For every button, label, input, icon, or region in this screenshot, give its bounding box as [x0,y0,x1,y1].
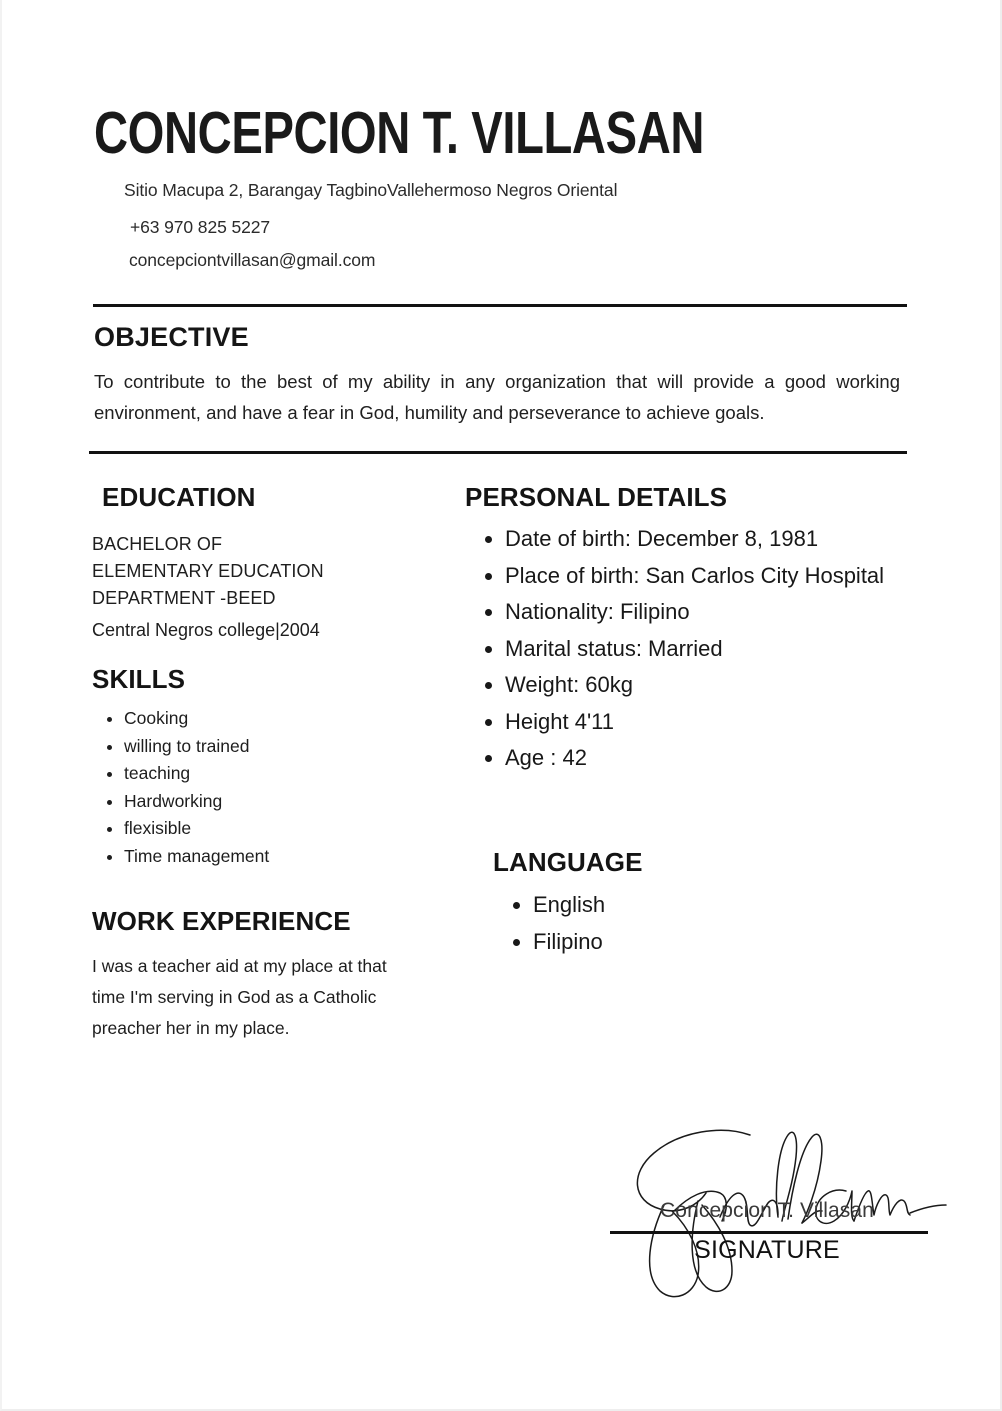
skills-list [92,705,452,870]
list-item: • Marital status: Married [505,631,935,668]
list-item: • willing to trained [124,733,452,761]
signature-line [610,1231,928,1234]
list-item: • Filipino [533,923,935,960]
divider-top [93,304,907,307]
signature-name: Concepcion T. Villasan [660,1199,874,1222]
list-item: • Weight: 60kg [505,667,935,704]
list-item: • Cooking [124,705,452,733]
list-item: • Height 4'11 [505,704,935,741]
work-experience-text: I was a teacher aid at my place at that time I'm serving in God as a Catholic preacher her in my place. [92,956,387,1038]
page-title: CONCEPCION T. VILLASAN [94,100,705,166]
objective-text: To contribute to the best of my ability in any organization that will provide a good working environment, and have a fear in God, humility and perseverance to achieve goals. [94,371,900,423]
education-degree-line1: BACHELOR OF [92,534,223,554]
left-column [92,482,452,1044]
list-item: • flexisible [124,815,452,843]
education-degree-line3: DEPARTMENT -BEED [92,588,276,608]
contact-phone: +63 970 825 5227 [130,217,270,237]
right-column [465,482,935,960]
language-list [465,886,935,960]
section-heading-skills: SKILLS [92,664,186,694]
section-heading-work-experience: WORK EXPERIENCE [92,906,351,936]
list-item: • Hardworking [124,788,452,816]
personal-details-list [465,521,935,777]
section-heading-language: LANGUAGE [493,846,643,877]
education-school: Central Negros college|2004 [92,620,320,640]
list-item: • Nationality: Filipino [505,594,935,631]
contact-email: concepciontvillasan@gmail.com [129,250,376,270]
list-item: • English [533,886,935,923]
list-item: • Place of birth: San Carlos City Hospital [505,558,935,595]
contact-address: Sitio Macupa 2, Barangay TagbinoVallehermoso Negros Oriental [124,180,618,200]
education-degree [92,531,452,612]
signature-block [602,1105,962,1305]
section-heading-personal-details: PERSONAL DETAILS [465,482,728,512]
list-item: • Date of birth: December 8, 1981 [505,521,935,558]
section-heading-education: EDUCATION [102,482,256,512]
divider-bottom [89,451,907,454]
section-heading-objective: OBJECTIVE [94,322,249,352]
list-item: • teaching [124,760,452,788]
education-degree-line2: ELEMENTARY EDUCATION [92,561,324,581]
signature-label: SIGNATURE [694,1236,840,1264]
list-item: • Time management [124,843,452,871]
list-item: • Age : 42 [505,740,935,777]
